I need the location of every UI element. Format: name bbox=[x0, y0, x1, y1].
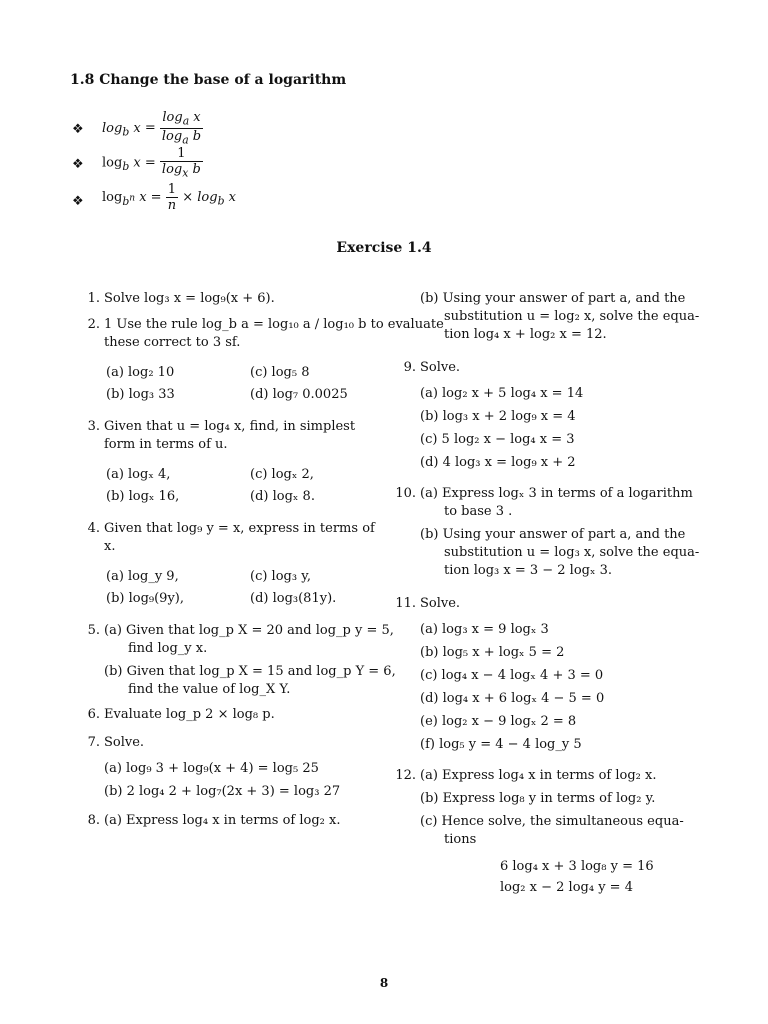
sub-item: (a) log₂ 10 bbox=[106, 365, 175, 380]
question-number: 10. bbox=[395, 486, 416, 501]
equation: 6 log₄ x + 3 log₈ y = 16 bbox=[500, 859, 654, 874]
part-text: find log_y x. bbox=[128, 641, 208, 656]
bullet-icon: ❖ bbox=[72, 194, 84, 209]
part-text: (b) Given that log_p X = 15 and log_p Y = 6, bbox=[104, 664, 396, 679]
part-text: (a) log₃ x = 9 logₓ 3 bbox=[420, 622, 549, 637]
part-text: (d) log₄ x + 6 logₓ 4 − 5 = 0 bbox=[420, 691, 605, 706]
part-text: (b) log₅ x + logₓ 5 = 2 bbox=[420, 645, 565, 660]
question-text: Solve. bbox=[104, 735, 145, 750]
question-text: 1 Use the rule log_b a = log₁₀ a / log₁₀ b to evaluate bbox=[104, 317, 444, 332]
part-text: (a) log₂ x + 5 log₄ x = 14 bbox=[420, 386, 584, 401]
sub-item: (d) log₃(81y). bbox=[250, 591, 337, 606]
question-number: 2. bbox=[87, 317, 100, 332]
sub-item: (c) logₓ 2, bbox=[250, 467, 314, 482]
part-text: (b) Using your answer of part a, and the bbox=[420, 527, 686, 542]
part-text: (c) log₄ x − 4 logₓ 4 + 3 = 0 bbox=[420, 668, 604, 683]
exercise-title: Exercise 1.4 bbox=[336, 240, 432, 256]
sub-item: (b) log₉(9y), bbox=[106, 591, 185, 606]
question-text: Evaluate log_p 2 × log₈ p. bbox=[104, 707, 275, 722]
part-text: tion log₃ x = 3 − 2 logₓ 3. bbox=[444, 563, 613, 578]
part-text: tion log₄ x + log₂ x = 12. bbox=[444, 327, 607, 342]
sub-item: (a) log_y 9, bbox=[106, 569, 179, 584]
sub-item: (b) logₓ 16, bbox=[106, 489, 180, 504]
question-number: 4. bbox=[87, 521, 100, 536]
question-number: 3. bbox=[87, 419, 100, 434]
part-text: substitution u = log₂ x, solve the equa- bbox=[444, 309, 700, 324]
part-text: (a) Express logₓ 3 in terms of a logarithm bbox=[420, 486, 693, 501]
part-text: (e) log₂ x − 9 logₓ 2 = 8 bbox=[420, 714, 577, 729]
part-text: find the value of log_X Y. bbox=[128, 682, 291, 697]
part-text: to base 3 . bbox=[444, 504, 513, 519]
sub-item: (b) log₃ 33 bbox=[106, 387, 175, 402]
question-text: x. bbox=[104, 539, 116, 554]
question-text: form in terms of u. bbox=[104, 437, 228, 452]
question-text: (a) Express log₄ x in terms of log₂ x. bbox=[104, 813, 341, 828]
part-text: tions bbox=[444, 832, 477, 847]
question-number: 8. bbox=[87, 813, 100, 828]
part-text: (d) 4 log₃ x = log₉ x + 2 bbox=[420, 455, 576, 470]
bullet-icon: ❖ bbox=[72, 122, 84, 137]
question-number: 5. bbox=[87, 623, 100, 638]
question-text: these correct to 3 sf. bbox=[104, 335, 241, 350]
sub-item: (d) logₓ 8. bbox=[250, 489, 315, 504]
sub-item: (d) log₇ 0.0025 bbox=[250, 387, 348, 402]
question-number: 9. bbox=[403, 360, 416, 375]
sub-item: (c) log₅ 8 bbox=[250, 365, 310, 380]
sub-item: (a) logₓ 4, bbox=[106, 467, 171, 482]
question-text: Solve. bbox=[420, 360, 461, 375]
question-number: 6. bbox=[87, 707, 100, 722]
part-text: (a) Express log₄ x in terms of log₂ x. bbox=[420, 768, 657, 783]
question-text: Solve. bbox=[420, 596, 461, 611]
part-text: (b) Express log₈ y in terms of log₂ y. bbox=[420, 791, 656, 806]
part-text: (a) Given that log_p X = 20 and log_p y = 5, bbox=[104, 623, 394, 638]
part-text: (f) log₅ y = 4 − 4 log_y 5 bbox=[420, 737, 582, 752]
formula-change-base: $\log_b x$ = $\frac{\log_a x}{\log_a b}$ bbox=[102, 110, 202, 147]
part-text: (b) Using your answer of part a, and the bbox=[420, 291, 686, 306]
equation: log₂ x − 2 log₄ y = 4 bbox=[500, 880, 633, 895]
section-title: 1.8 Change the base of a logarithm bbox=[70, 72, 347, 88]
part-text: (b) log₃ x + 2 log₉ x = 4 bbox=[420, 409, 576, 424]
part-text: (c) Hence solve, the simultaneous equa- bbox=[420, 814, 684, 829]
question-text: Given that log₉ y = x, express in terms of bbox=[104, 521, 375, 536]
part-text: (a) log₉ 3 + log₉(x + 4) = log₅ 25 bbox=[104, 761, 319, 776]
question-text: Solve log₃ x = log₉(x + 6). bbox=[104, 291, 275, 306]
part-text: (b) 2 log₄ 2 + log₇(2x + 3) = log₃ 27 bbox=[104, 784, 341, 799]
page-number: 8 bbox=[379, 976, 389, 990]
question-number: 7. bbox=[87, 735, 100, 750]
formula-reciprocal: $\log_b x$ = $\frac{1}{\log_x b}$ bbox=[102, 146, 201, 180]
bullet-icon: ❖ bbox=[72, 157, 84, 172]
part-text: substitution u = log₃ x, solve the equa- bbox=[444, 545, 700, 560]
question-number: 1. bbox=[87, 291, 100, 306]
part-text: (c) 5 log₂ x − log₄ x = 3 bbox=[420, 432, 575, 447]
question-number: 12. bbox=[395, 768, 416, 783]
formula-power-base: $\log_{b^n} x$ = $\frac{1}{n}$ × $\log_b x$ bbox=[102, 182, 236, 213]
question-text: Given that u = log₄ x, find, in simplest bbox=[104, 419, 356, 434]
question-number: 11. bbox=[395, 596, 416, 611]
sub-item: (c) log₃ y, bbox=[250, 569, 311, 584]
